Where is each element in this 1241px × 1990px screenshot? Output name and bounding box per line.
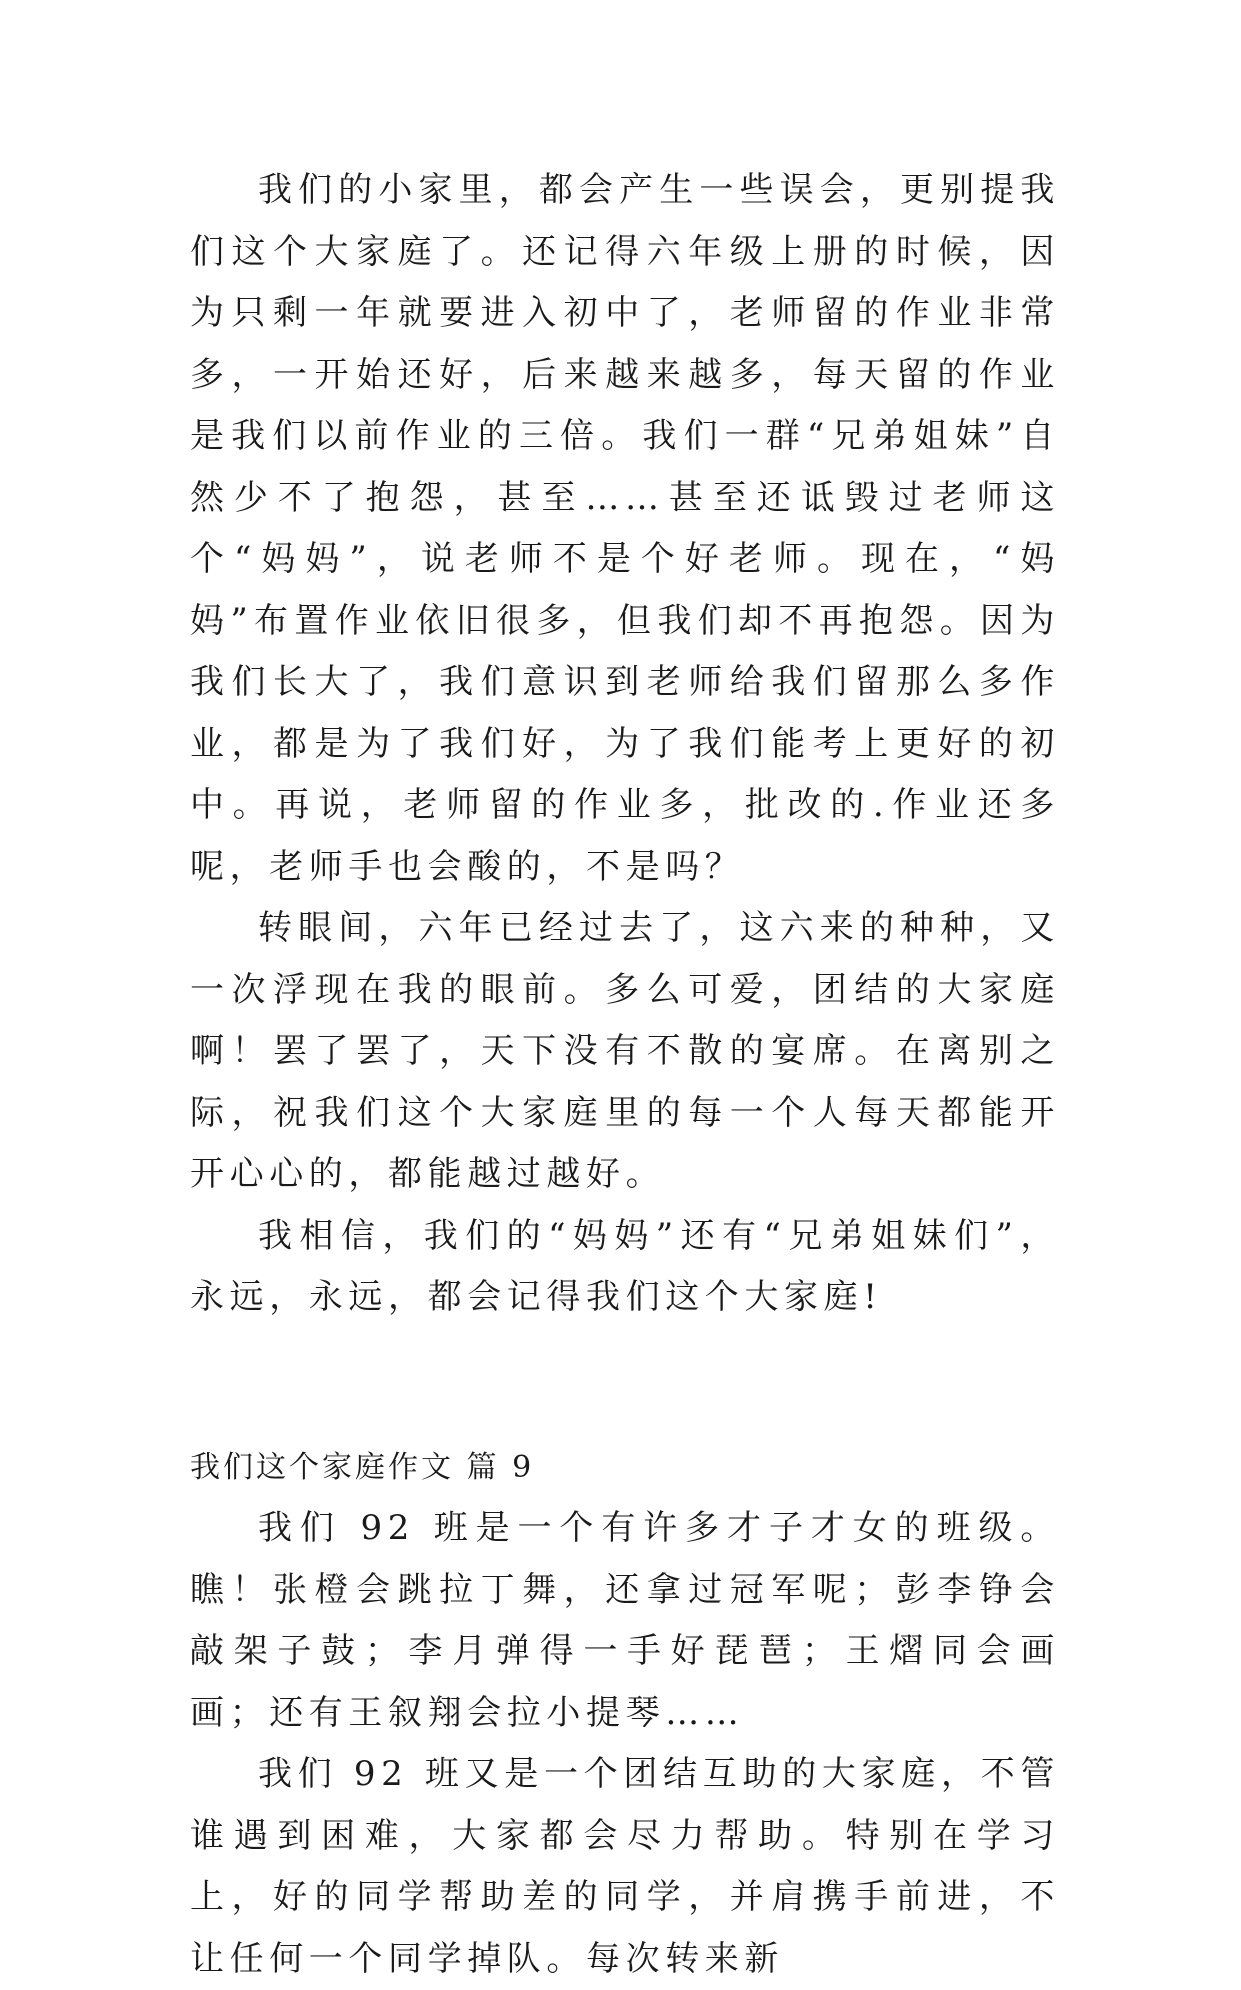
paragraph-1: 我们的小家里，都会产生一些误会，更别提我们这个大家庭了。还记得六年级上册的时候，因为只剩一年就要进入初中了，老师留的作业非常多，一开始还好，后来越来越多，每天留的作业是我们以前作业的三倍。我们一群“兄弟姐妹”自然少不了抱怨，甚至……甚至还诋毁过老师这个“妈妈”，说老师不是个好老师。现在，“妈妈”布置作业依旧很多，但我们却不再抱怨。因为我们长大了，我们意识到老师给我们留那么多作业，都是为了我们好，为了我们能考上更好的初中。再说，老师留的作业多，批改的.作业还多呢，老师手也会酸的，不是吗？ — [190, 170, 1060, 887]
paragraph-5: 我们 92 班又是一个团结互助的大家庭，不管谁遇到困难，大家都会尽力帮助。特别在学习上，好的同学帮助差的同学，并肩携手前进，不让任何一个同学掉队。每次转来新 — [190, 1754, 1060, 1979]
document-body — [190, 160, 1060, 1990]
paragraph-3: 我相信，我们的“妈妈”还有“兄弟姐妹们”，永远，永远，都会记得我们这个大家庭! — [190, 1215, 1060, 1317]
paragraph-2: 转眼间，六年已经过去了，这六来的种种，又一次浮现在我的眼前。多么可爱，团结的大家庭啊！罢了罢了，天下没有不散的宴席。在离别之际，祝我们这个大家庭里的每一个人每天都能开开心心的，都能越过越好。 — [190, 908, 1060, 1194]
section-heading: 我们这个家庭作文 篇 9 — [190, 1449, 535, 1485]
paragraph-4: 我们 92 班是一个有许多才子才女的班级。瞧！张橙会跳拉丁舞，还拿过冠军呢；彭李铮会敲架子鼓；李月弹得一手好琵琶；王熠同会画画；还有王叙翔会拉小提琴…… — [190, 1508, 1060, 1733]
